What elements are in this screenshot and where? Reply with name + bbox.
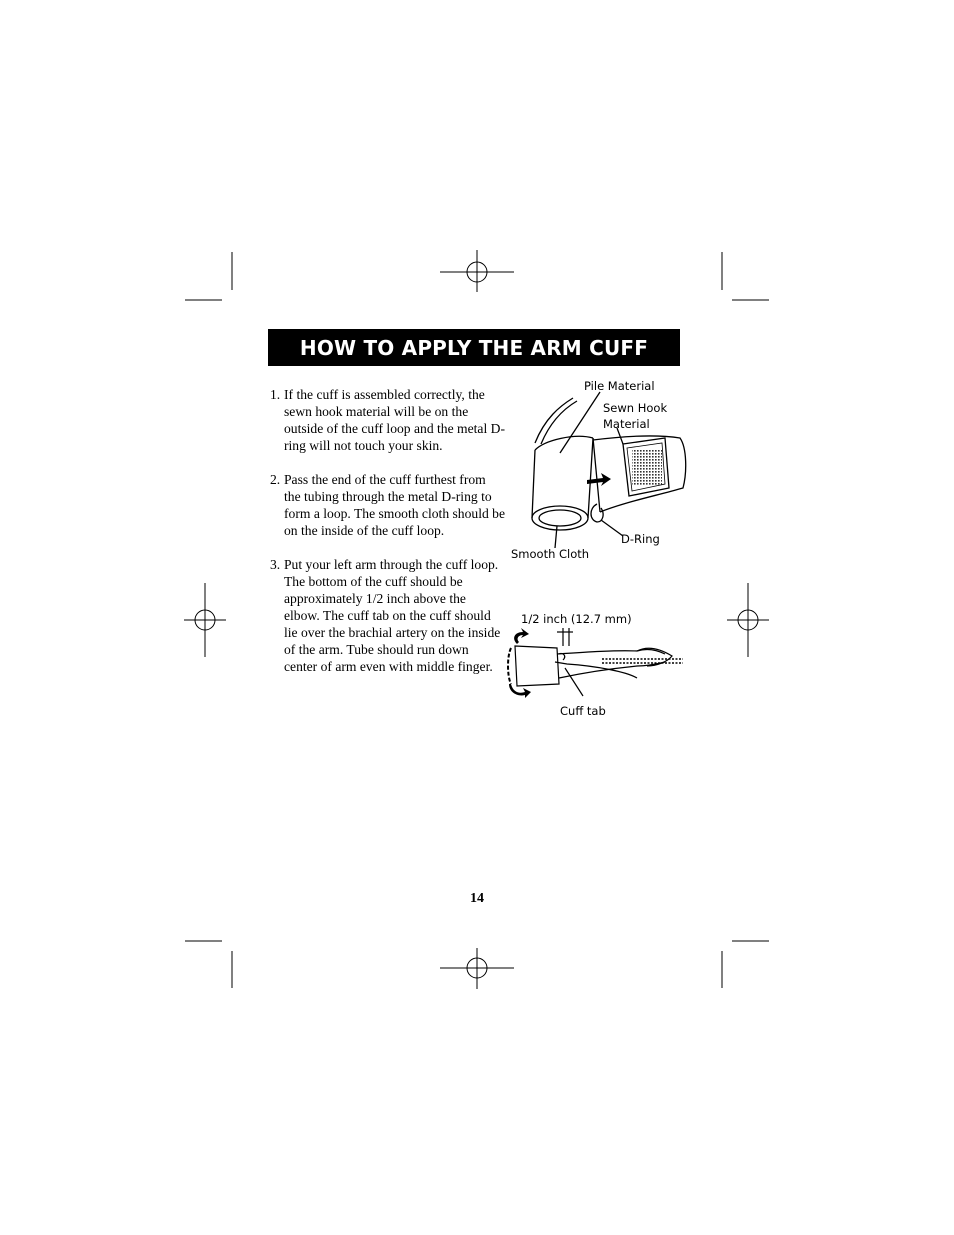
arm-illustration — [497, 626, 687, 702]
instruction-list — [270, 386, 505, 692]
registration-target-right — [727, 583, 769, 657]
registration-target-left — [184, 583, 226, 657]
rotate-arrow-icon — [514, 628, 529, 644]
hook-texture — [632, 450, 662, 486]
instruction-step — [270, 471, 505, 539]
label-cuff-tab: Cuff tab — [560, 704, 606, 718]
instruction-step — [270, 386, 505, 454]
registration-target-top — [440, 250, 514, 292]
label-sewn-hook-2: Material — [603, 417, 650, 431]
step-text: Pass the end of the cuff furthest from the tubing through the metal D-ring to form a loop. The smooth cloth should be on the inside of the cuff loop. — [284, 472, 505, 538]
step-number: 3. — [270, 557, 281, 572]
label-sewn-hook-1: Sewn Hook — [603, 401, 668, 415]
instruction-step — [270, 556, 505, 675]
section-title: HOW TO APPLY THE ARM CUFF — [268, 329, 680, 366]
step-text: Put your left arm through the cuff loop. The bottom of the cuff should be approximately 1/2 inch above the elbow. The cuff tab on the cuff should lie over the brachial artery on the inside of the arm. Tube should run down center of arm even with middle finger. — [284, 557, 501, 674]
label-smooth-cloth: Smooth Cloth — [511, 547, 590, 561]
label-d-ring: D-Ring — [621, 532, 660, 546]
page-number: 14 — [470, 891, 484, 906]
registration-target-bottom — [440, 948, 514, 989]
step-number: 2. — [270, 472, 281, 487]
step-text: If the cuff is assembled correctly, the sewn hook material will be on the outside of the cuff loop and the metal D-ring will not touch your skin. — [284, 387, 505, 453]
label-pile-material: Pile Material — [584, 379, 655, 393]
label-distance: 1/2 inch (12.7 mm) — [521, 612, 632, 626]
step-number: 1. — [270, 387, 281, 402]
